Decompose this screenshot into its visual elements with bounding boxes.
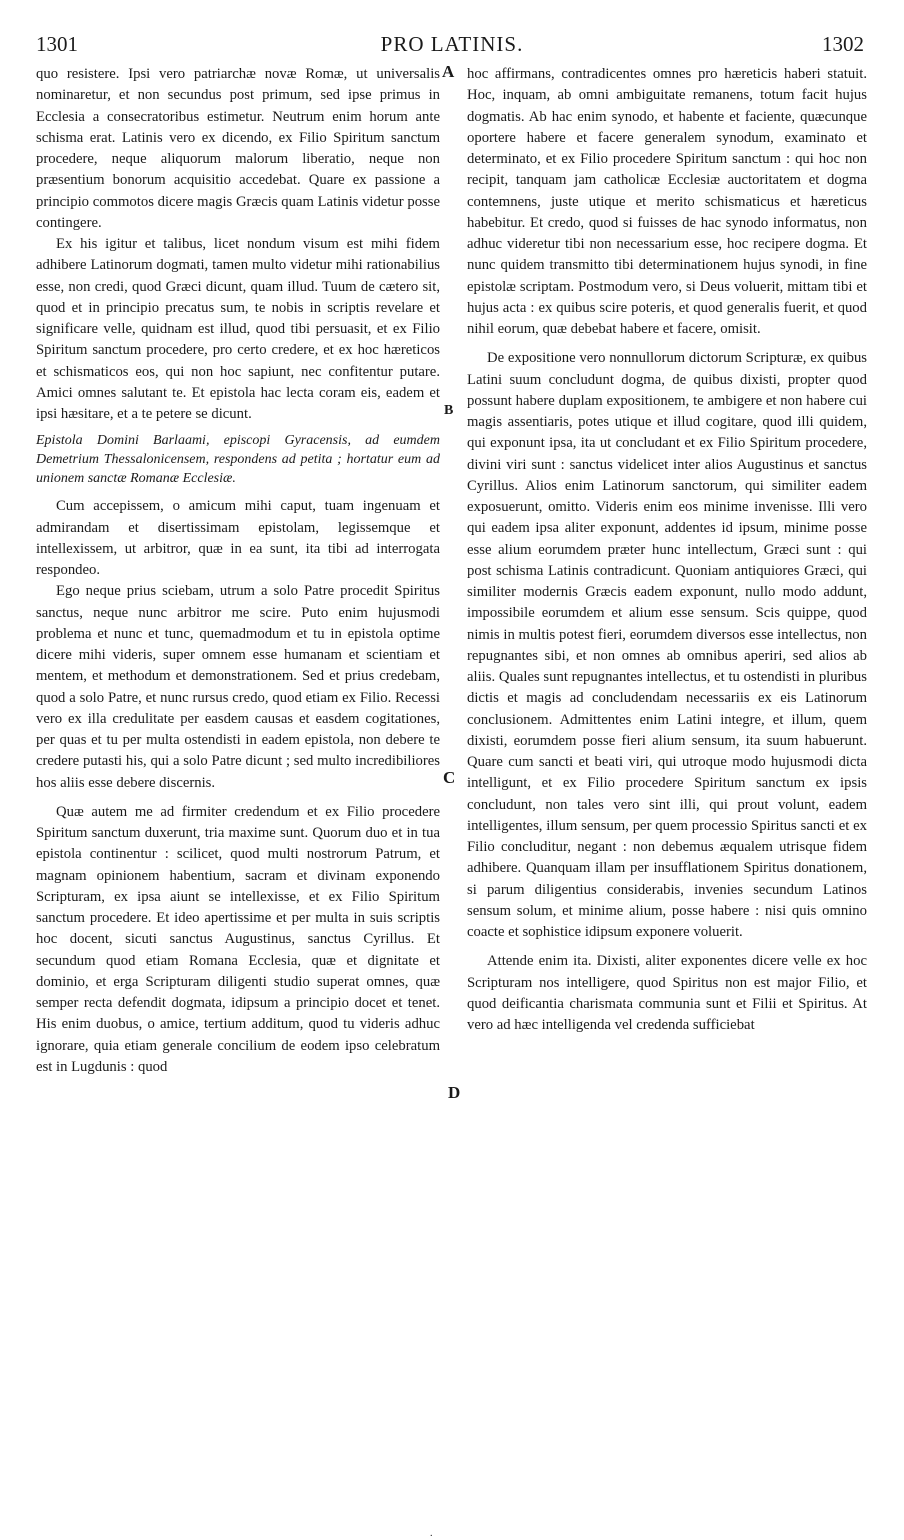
left-paragraph-3: Cum accepissem, o amicum mihi caput, tuam ingenuam et admirandam et disertissimam epistolam, legissemque et intellexissem, ut arbitror, quæ in ea sunt, ita tibi ad interrogata respondeo. [36,498,440,578]
left-paragraph-2: Ex his igitur et talibus, licet nondum visum est mihi fidem adhibere Latinorum dogmati, tamen multo videtur mihi rationabilius esse, non credi, quod Græci dicunt, quam illud. Tuum de cætero sit, quod et in principio precatus sum, te nobis in scriptis revelare et significare velle, quidnam est illud, quod tibi persuasit, et ex Filio Spiritum sanctum procedere, pro certo credere, et ex hoc hæreticos et schismaticos eos, qui non hoc sapiunt, nec confitentur putare. Amici omnes salutant te. Et epistola hac lecta coram eis, eadem et ipsi hæsitare, et a te petere se dicunt. [36,236,440,422]
left-paragraph-5: Quæ autem me ad firmiter credendum et ex Filio procedere Spiritum sanctum duxerunt, tria maxime sunt. Quorum duo et in tua epistola continentur : scilicet, quod multi nostrorum Patrum, et magnam opinionem habentium, sacram et divinam exponendo Scripturam, ex ipsa aiunt se intellexisse, et ex Filio Spiritum sanctum procedere. Et ideo apertissime et per multa in suis scriptis hoc docent, sicuti sanctus Augustinus, sanctus Cyrillus. Et secundum quod etiam Romana Ecclesia, quæ et dignitate et dominio, et erga Scripturam diligenti studio superat omnes, quæ semper recta defendit dogmata, idipsum a principio docet et tenet. His enim duobus, o amice, tertium additum, quod tu videris adhuc ignorare, quia etiam generale concilium de eodem ipso celebratum est in Lugdunis : quod [36,803,440,1075]
running-title: PRO LATINIS. [380,32,524,56]
running-header [0,32,904,60]
margin-marker-b: B [444,403,454,418]
left-paragraph-1: quo resistere. Ipsi vero patriarchæ novæ Romæ, ut universalis nominaretur, et non secundus post primum, sed ipse primus in Ecclesia a consecratoribus estimetur. Neutrum enim horum ante schisma erat. Latinis vero ex dicendo, ex Filio Spiritum sanctum procedere, neque aliquorum malorum liberatio, neque non præsentium bonorum acquisitio accedebat. Quare ex passione a principio commotos dicere magis Græcis quam Latinis videtur posse contingere. [36,66,440,231]
margin-marker-c: C [443,768,456,787]
page-number-right: 1302 [822,32,864,56]
right-column [467,64,867,1036]
right-paragraph-2: De expositione vero nonnullorum dictorum Scripturæ, ex quibus Latini suum concludunt dogma, de quibus dixisti, propter quod possunt habere duplam expositionem, te ambigere et non habere cui magis assentiaris, potes utique et illud cogitare, quod illi quidem, qui exponunt ipsa, ita ut concludant et ex Filio Spiritum procedere, divini viri sunt : sanctus videlicet inter alios Augustinus et sanctus Cyrillus. Alios enim Latinorum sanctorum, qui similiter eadem exposuerunt, omitto. Videris enim eos minime invenisse. Illi vero qui eadem ipsa aliter exponunt, addentes id ipsum, minime posse esse alium eorumdem præter hunc intellectum, Græci sunt : qui post schisma Latinis contradicunt. Quoniam antiquiores Græci, qui similiter modernis Græcis eadem exponunt, nullo modo addunt, impossibile eorumdem et alium esse sensum. Scis quippe, quod nimis in multis potest fieri, eorumdem diversos esse intellectus, non repugnantes sibi, et non omnes ab omnibus aperiri, sed alios ab aliis. Quales sunt repugnantes intellectus, et tu ostendisti in pluribus dictis et magis ad concludendam necessariis ex eis Latinorum conclusionem. Admittentes enim Latini integre, et illum, quem dixisti, eorumdem posse fieri alium sensum, ita suum habuerunt. Quare cum sancti et beati viri, qui utroque modo hujusmodi dicta intelligunt, et ex Filio procedere Spiritum sanctum ex ipsis concludunt, non tales vero sint illi, qui prout volunt, eadem intelligentes, illum sensum, per quem processio Spiritus sancti et ex Filio concluditur, negant : non debemus æqualem utrisque fidem adhibere. Quanquam illam per insufflationem Spiritus donationem, si parum diligentius considerabis, invenies secundum Latinos sensum solum, et minime alium, posse habere : nisi quis omnino coacte et sophistice idipsum exponere voluerit. [467,350,867,940]
left-paragraph-4: Ego neque prius sciebam, utrum a solo Patre procedit Spiritus sanctus, neque nunc arbitror me scire. Puto enim hujusmodi problema et nunc et tunc, quemadmodum et tu in epistola optime dicere mihi videris, super omnem esse humanam et scientiam et mentem, et methodum et demonstrationem. Sed et prius credebam, quod a solo Patre, et nunc rursus credo, quod etiam ex Filio. Recessi vero ex illa credulitate per easdem causas et easdem cogitationes, per quas et tu per multa ostendisti in eadem epistola, non debere te credere putasti his, qui a solo Patre dicunt ; sed multo incredibiliores hos aliis esse debere discernis. [36,583,440,791]
right-paragraph-1: hoc affirmans, contradicentes omnes pro hæreticis haberi statuit. Hoc, inquam, ab omni ambiguitate remanens, totum facit hujus dogmatis. Ab hac enim synodo, et habente et faciente, quæcunque oportere habere et facere generalem synodum, examinato et determinato, et ex Filio procedere Spiritum sanctum : qui hoc non recipit, tanquam jam catholicæ Ecclesiæ auctoritatem et dogma contemnens, juste utique et merito schismaticus et hæreticus habebitur. Et credo, quod si fuisses de hac synodo informatus, non adhuc videretur tibi non necessarium esse, hoc recipere dogma. Et nunc quidem transmitto tibi determinationem hujus synodi, in fine epistolæ scriptam. Postmodum vero, si Deus voluerit, mittam tibi et hujus acta : ex quibus scire poteris, et quod generalis fuerit, et quod nihil eorum, quæ debebat habere et facere, omisit. [467,66,867,337]
margin-marker-a: A [442,62,455,81]
footer-mark: . [430,1528,433,1539]
epistle-heading: Epistola Domini Barlaami, episcopi Gyracensis, ad eumdem Demetrium Thessalonicensem, respondens ad petita ; hortatur eum ad unionem sanctæ Romanæ Ecclesiæ. [36,433,440,487]
page-number-left: 1301 [36,32,78,56]
left-column [36,64,440,1078]
right-paragraph-3: Attende enim ita. Dixisti, aliter exponentes dicere velle ex hoc Scripturam nos intelligere, quod Spiritus non est major Filio, et quod deificantia charismata communia sunt et Filii et Spiritus. At vero ad hæc intelligenda vel credenda sufficiebat [467,953,867,1033]
margin-marker-d: D [448,1083,461,1102]
